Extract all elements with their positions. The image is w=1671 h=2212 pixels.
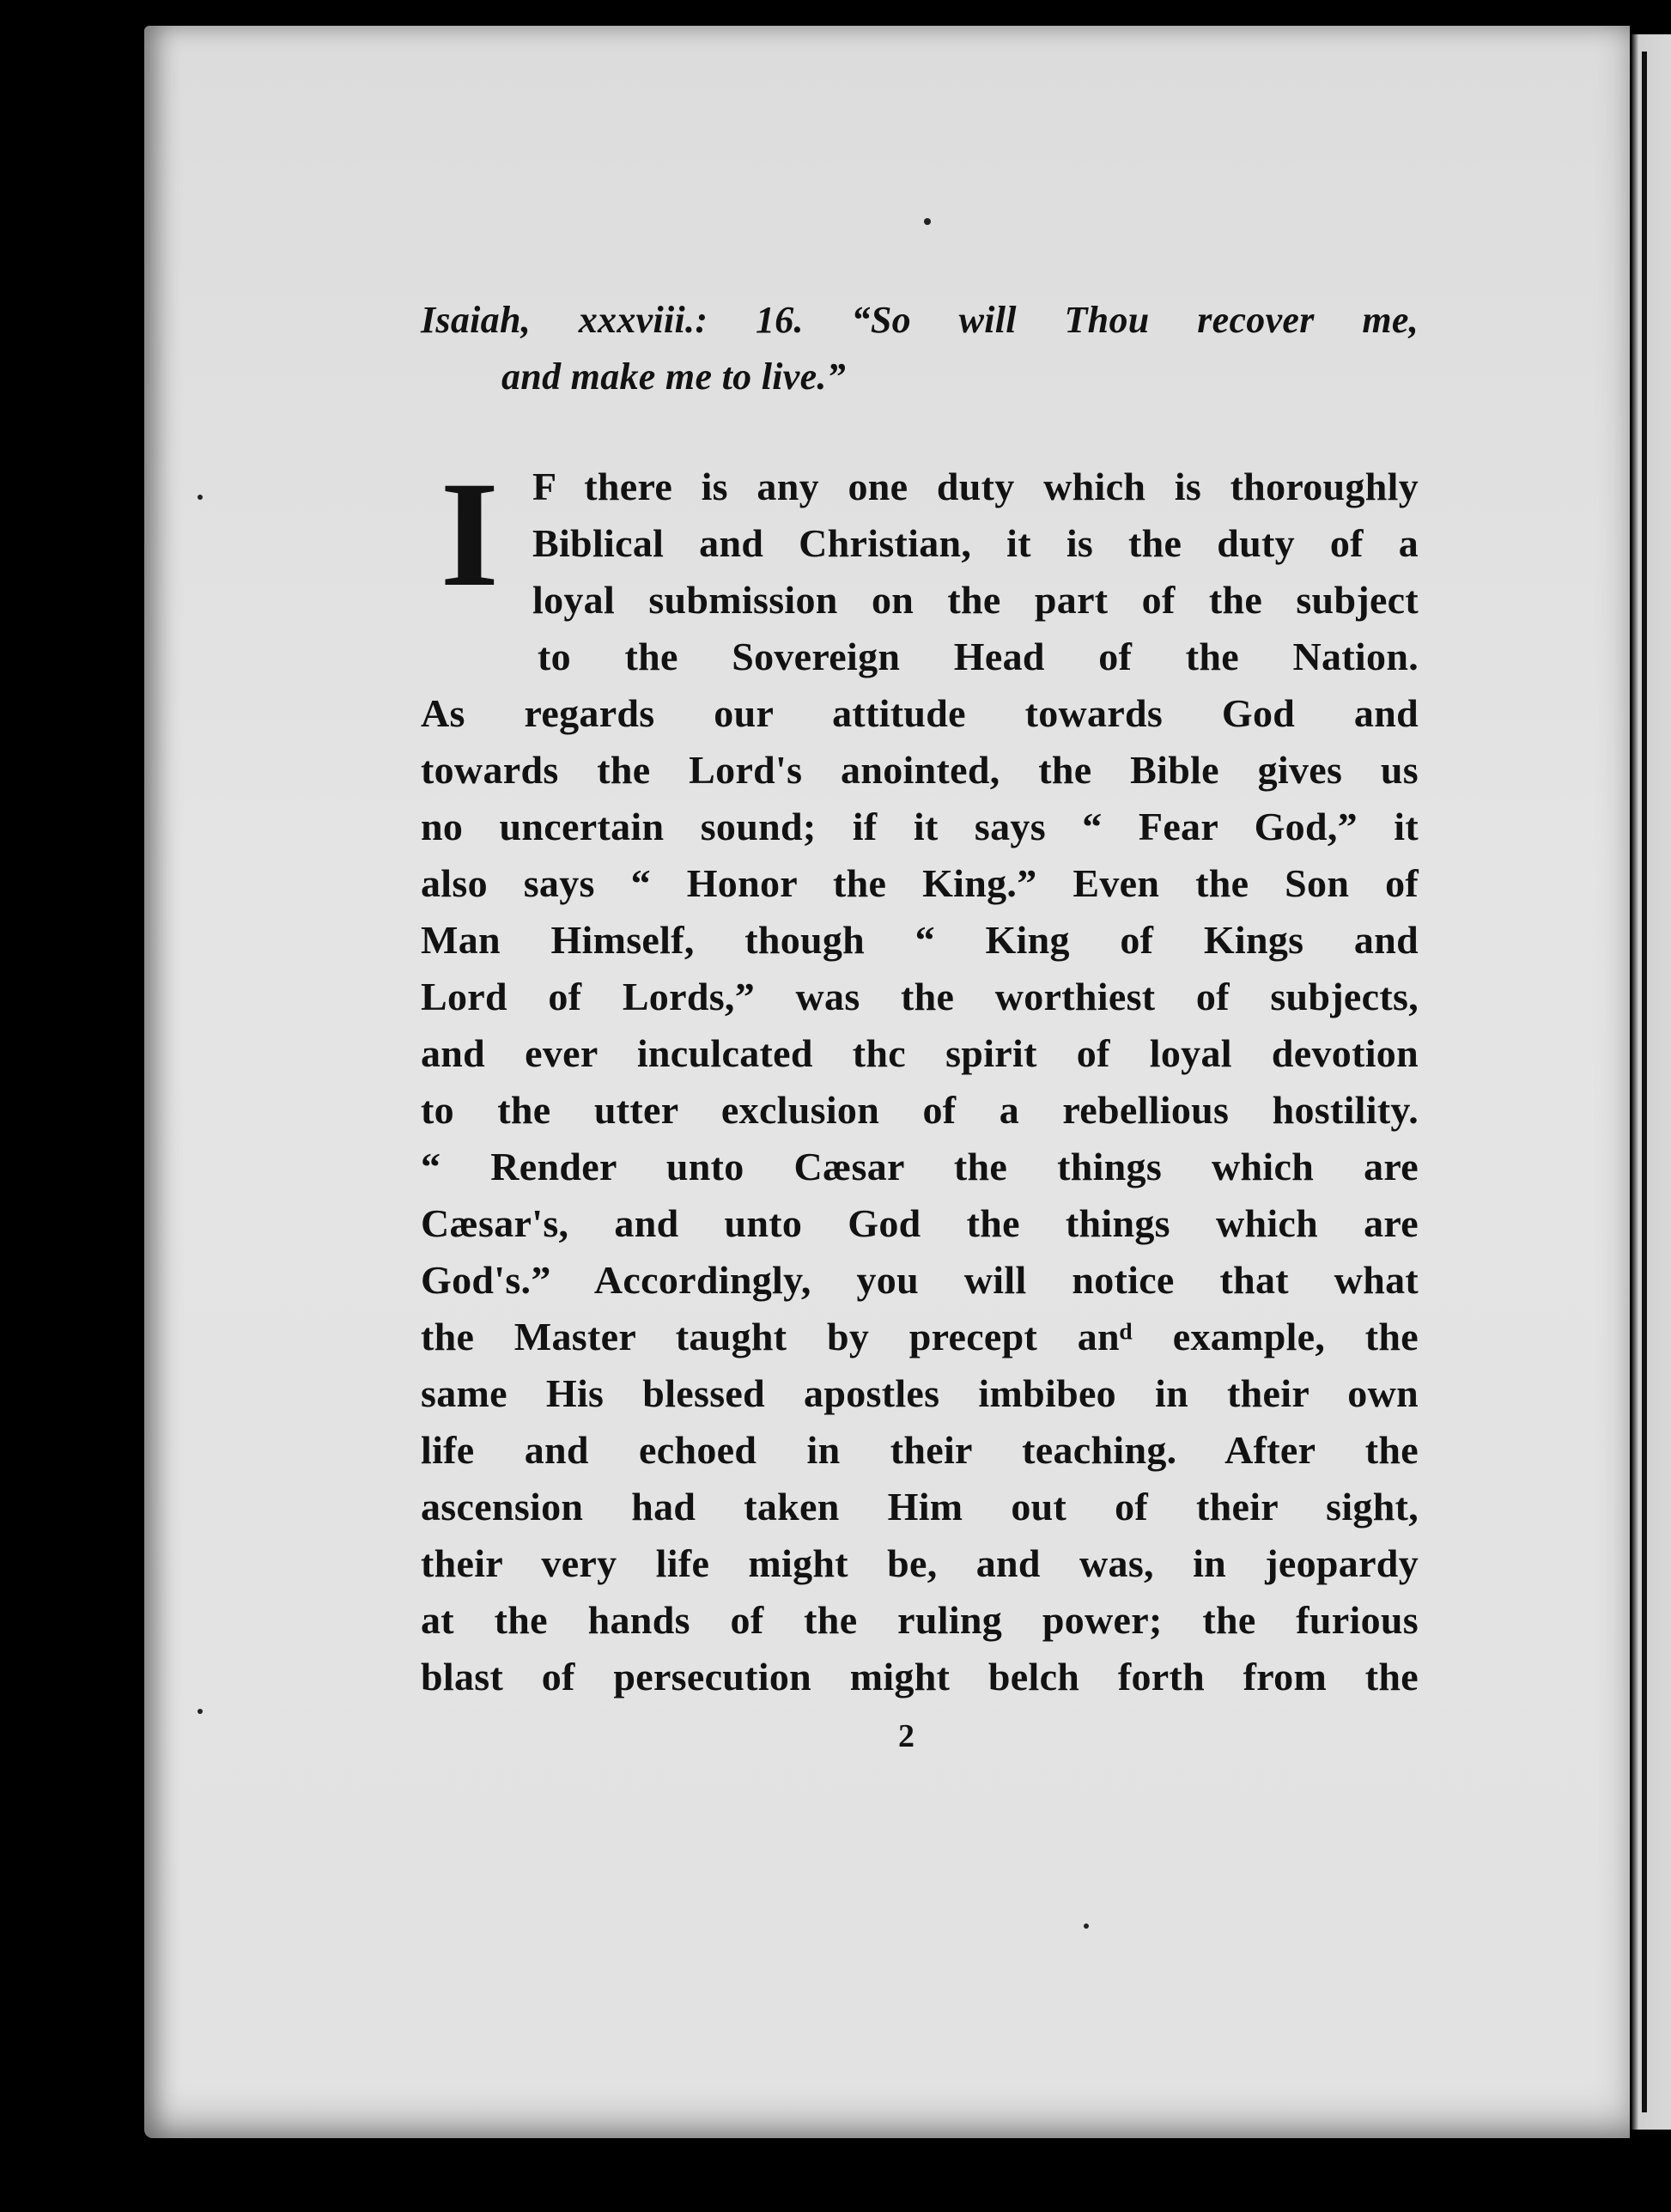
body-line: ascension had taken Him out of their sight, [421, 1485, 1419, 1528]
body-line: same His blessed apostles imbibeo in their own [421, 1371, 1419, 1415]
body-line: life and echoed in their teaching. After the [421, 1428, 1419, 1472]
drop-cap: I [440, 451, 500, 618]
body-line: God's.” Accordingly, you will notice that what [421, 1258, 1419, 1302]
body-paragraph [421, 451, 1419, 1705]
body-line: at the hands of the ruling power; the furious [421, 1598, 1419, 1642]
body-line: “ Render unto Cæsar the things which are [421, 1145, 1419, 1188]
body-line: F there is any one duty which is thoroughly [532, 465, 1419, 508]
epigraph [421, 292, 1419, 405]
body-line: Cæsar's, and unto God the things which are [421, 1201, 1419, 1245]
page-number: 2 [898, 1718, 914, 1754]
body-line: Biblical and Christian, it is the duty of a [532, 521, 1419, 565]
epigraph-line: and make me to live.” [501, 356, 847, 398]
body-line: to the utter exclusion of a rebellious hostility. [421, 1088, 1419, 1132]
body-line: their very life might be, and was, in jeopardy [421, 1541, 1419, 1585]
facing-page-edge [1632, 34, 1671, 2130]
body-line: loyal submission on the part of the subject [532, 578, 1419, 622]
gutter-shadow [1642, 52, 1647, 2112]
body-line: towards the Lord's anointed, the Bible gives us [421, 748, 1419, 792]
body-line: no uncertain sound; if it says “ Fear God,” it [421, 805, 1419, 848]
scan-speck [1084, 1923, 1089, 1929]
scan-speck [924, 218, 931, 225]
body-line: Man Himself, though “ King of Kings and [421, 918, 1419, 962]
body-line: to the Sovereign Head of the Nation. [538, 635, 1419, 678]
scan-speck [197, 495, 203, 500]
body-line: also says “ Honor the King.” Even the Son of [421, 861, 1419, 905]
scan-speck [197, 1709, 203, 1714]
body-line: blast of persecution might belch forth from the [421, 1655, 1419, 1698]
page-text [421, 292, 1419, 1705]
epigraph-line: Isaiah, xxxviii.: 16. “So will Thou recover me, [421, 299, 1419, 341]
body-line: and ever inculcated thc spirit of loyal devotion [421, 1031, 1419, 1075]
body-line: Lord of Lords,” was the worthiest of subjects, [421, 975, 1419, 1018]
body-line: the Master taught by precept anᵈ example, the [421, 1315, 1419, 1358]
body-line: As regards our attitude towards God and [421, 691, 1419, 735]
